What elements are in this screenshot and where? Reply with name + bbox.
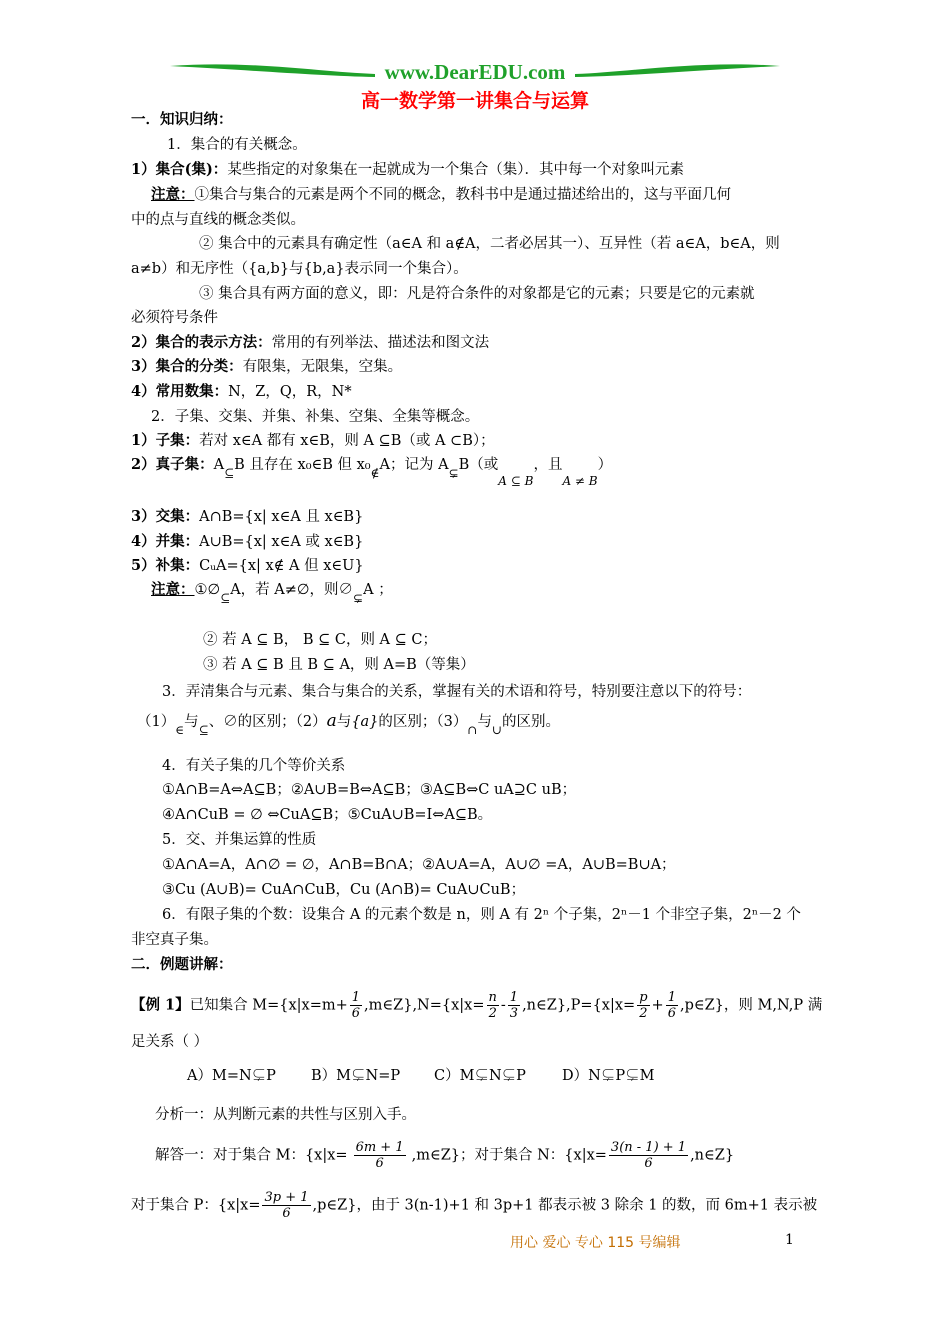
analysis-1: 分析一：从判断元素的共性与区别入手。 <box>155 1107 416 1123</box>
property-line-2: ③Cu (A∪B)= CuA∩CuB，Cu (A∩B)= CuA∪CuB； <box>162 882 526 898</box>
concept-representation: 2）集合的表示方法：常用的有列举法、描述法和图文法 <box>131 334 490 351</box>
section-heading-1: 一．知识归纳： <box>131 111 233 128</box>
property-line-1: ①A∩A=A，A∩∅ = ∅，A∩B=B∩A；②A∪A=A，A∪∅ =A，A∪B=B∪A； <box>162 857 676 873</box>
page-number: 1 <box>785 1232 794 1248</box>
option-c: C）M⊊N⊊P <box>434 1068 526 1084</box>
finite-subsets-line-2: 非空真子集。 <box>131 932 218 948</box>
def-proper-subset: 2）真子集：$A_⊆B$ 且存在 x₀∈B 但 $x_0_\notin A$；记为 $A_⊊B$（或$_{A ⊆ B}$，且$_{A \ne B}$） <box>131 456 613 488</box>
def-complement: 5）补集：CᵤA={x| x∉ A 但 x∈U} <box>131 557 364 574</box>
symbols-line-2: $(1)_\in$与$_⊆$、∅的区别；（2）a与{a}的区别；$(3)_\cap$与$_\cup$的区别。 <box>137 711 561 737</box>
site-name: www.DearEDU.com <box>384 60 566 84</box>
finite-subsets-line-1: 6．有限子集的个数：设集合 A 的元素个数是 n，则 A 有 2ⁿ 个子集，2ⁿ－1 个非空子集，2ⁿ－2 个 <box>162 907 801 923</box>
symbols-line-1: 3．弄清集合与元素、集合与集合的关系，掌握有关的术语和符号，特别要注意以下的符号： <box>162 684 752 700</box>
note-1-line-6: 必须符号条件 <box>131 310 218 326</box>
subheading-1: 1．集合的有关概念。 <box>167 137 307 153</box>
note-2-line-1: 注意：$①\emptyset_⊆A$，若 A≠∅，则$\emptyset_⊊A$ ； <box>151 581 393 605</box>
note-1-line-1: 注意：①集合与集合的元素是两个不同的概念，教科书中是通过描述给出的，这与平面几何 <box>151 186 731 203</box>
concept-classification: 3）集合的分类：有限集，无限集，空集。 <box>131 358 403 375</box>
option-a: A）M=N⊊P <box>187 1068 276 1084</box>
note-1-line-2: 中的点与直线的概念类似。 <box>131 212 305 228</box>
concept-number-sets: 4）常用数集：N，Z，Q，R，N* <box>131 383 352 400</box>
def-union: 4）并集：A∪B={x| x∈A 或 x∈B} <box>131 533 364 550</box>
subheading-4: 4．有关子集的几个等价关系 <box>162 758 346 774</box>
concept-set: 1）集合(集)：某些指定的对象集在一起就成为一个集合（集）．其中每一个对象叫元素 <box>131 161 685 178</box>
note-2-line-3: ③ 若 A ⊆ B 且 B ⊆ A，则 A=B（等集） <box>203 657 475 673</box>
example-1-line-1: 【例 1】已知集合 M={x|x=m+ $\frac{1}{6}$ ,m∈Z},N={x|x= $\frac{n}{2}$ - $\frac{1}{3}$ ,n∈Z},P={x|x= $\frac{p}{2}$ + $\frac{1}{6}$ ,p∈Z}，则 M,N,P 满 <box>131 990 823 1021</box>
note-1-line-5: ③ 集合具有两方面的意义，即：凡是符合条件的对象都是它的元素；只要是它的元素就 <box>199 286 755 302</box>
def-intersection: 3）交集：A∩B={x| x∈A 且 x∈B} <box>131 508 364 525</box>
example-1-line-2: 足关系（ ） <box>131 1034 209 1050</box>
equivalence-line-1: ①A∩B=A⇔A⊆B；②A∪B=B⇔A⊆B；③A⊆B⇔C uA⊇C uB； <box>162 782 577 798</box>
subheading-5: 5．交、并集运算的性质 <box>162 832 317 848</box>
section-heading-2: 二．例题讲解： <box>131 956 233 973</box>
answer-1-line-2: 对于集合 P：{x|x= $\frac{3p + 1}{6}$ ,p∈Z}，由于 3(n-1)+1 和 3p+1 都表示被 3 除余 1 的数，而 6m+1 表示被 <box>131 1190 818 1221</box>
subheading-2: 2．子集、交集、并集、补集、空集、全集等概念。 <box>151 409 480 425</box>
page-title: 高一数学第一讲集合与运算 <box>360 90 589 112</box>
footer-note: 用心 爱心 专心 115 号编辑 <box>510 1235 681 1251</box>
def-subset: 1）子集：若对 x∈A 都有 x∈B，则 A ⊆B（或 A ⊂B）； <box>131 432 495 449</box>
option-d: D）N⊊P⊊M <box>562 1068 655 1084</box>
note-1-line-4: a≠b）和无序性（{a,b}与{b,a}表示同一个集合）。 <box>131 261 468 277</box>
option-b: B）M⊊N=P <box>311 1068 401 1084</box>
equivalence-line-2: ④A∩CuB = ∅ ⇔CuA⊆B；⑤CuA∪B=I⇔A⊆B。 <box>162 807 493 823</box>
answer-1-line-1: 解答一：对于集合 M：{x|x= $\frac{6m + 1}{6}$ ,m∈Z}；对于集合 N：{x|x= $\frac{3(n - 1) + 1}{6}$ ,n∈Z} <box>155 1140 735 1171</box>
note-2-line-2: ② 若 A ⊆ B， B ⊆ C，则 A ⊆ C； <box>203 632 437 648</box>
note-1-line-3: ② 集合中的元素具有确定性（a∈A 和 a∉A，二者必居其一）、互异性（若 a∈A，b∈A，则 <box>199 236 780 252</box>
